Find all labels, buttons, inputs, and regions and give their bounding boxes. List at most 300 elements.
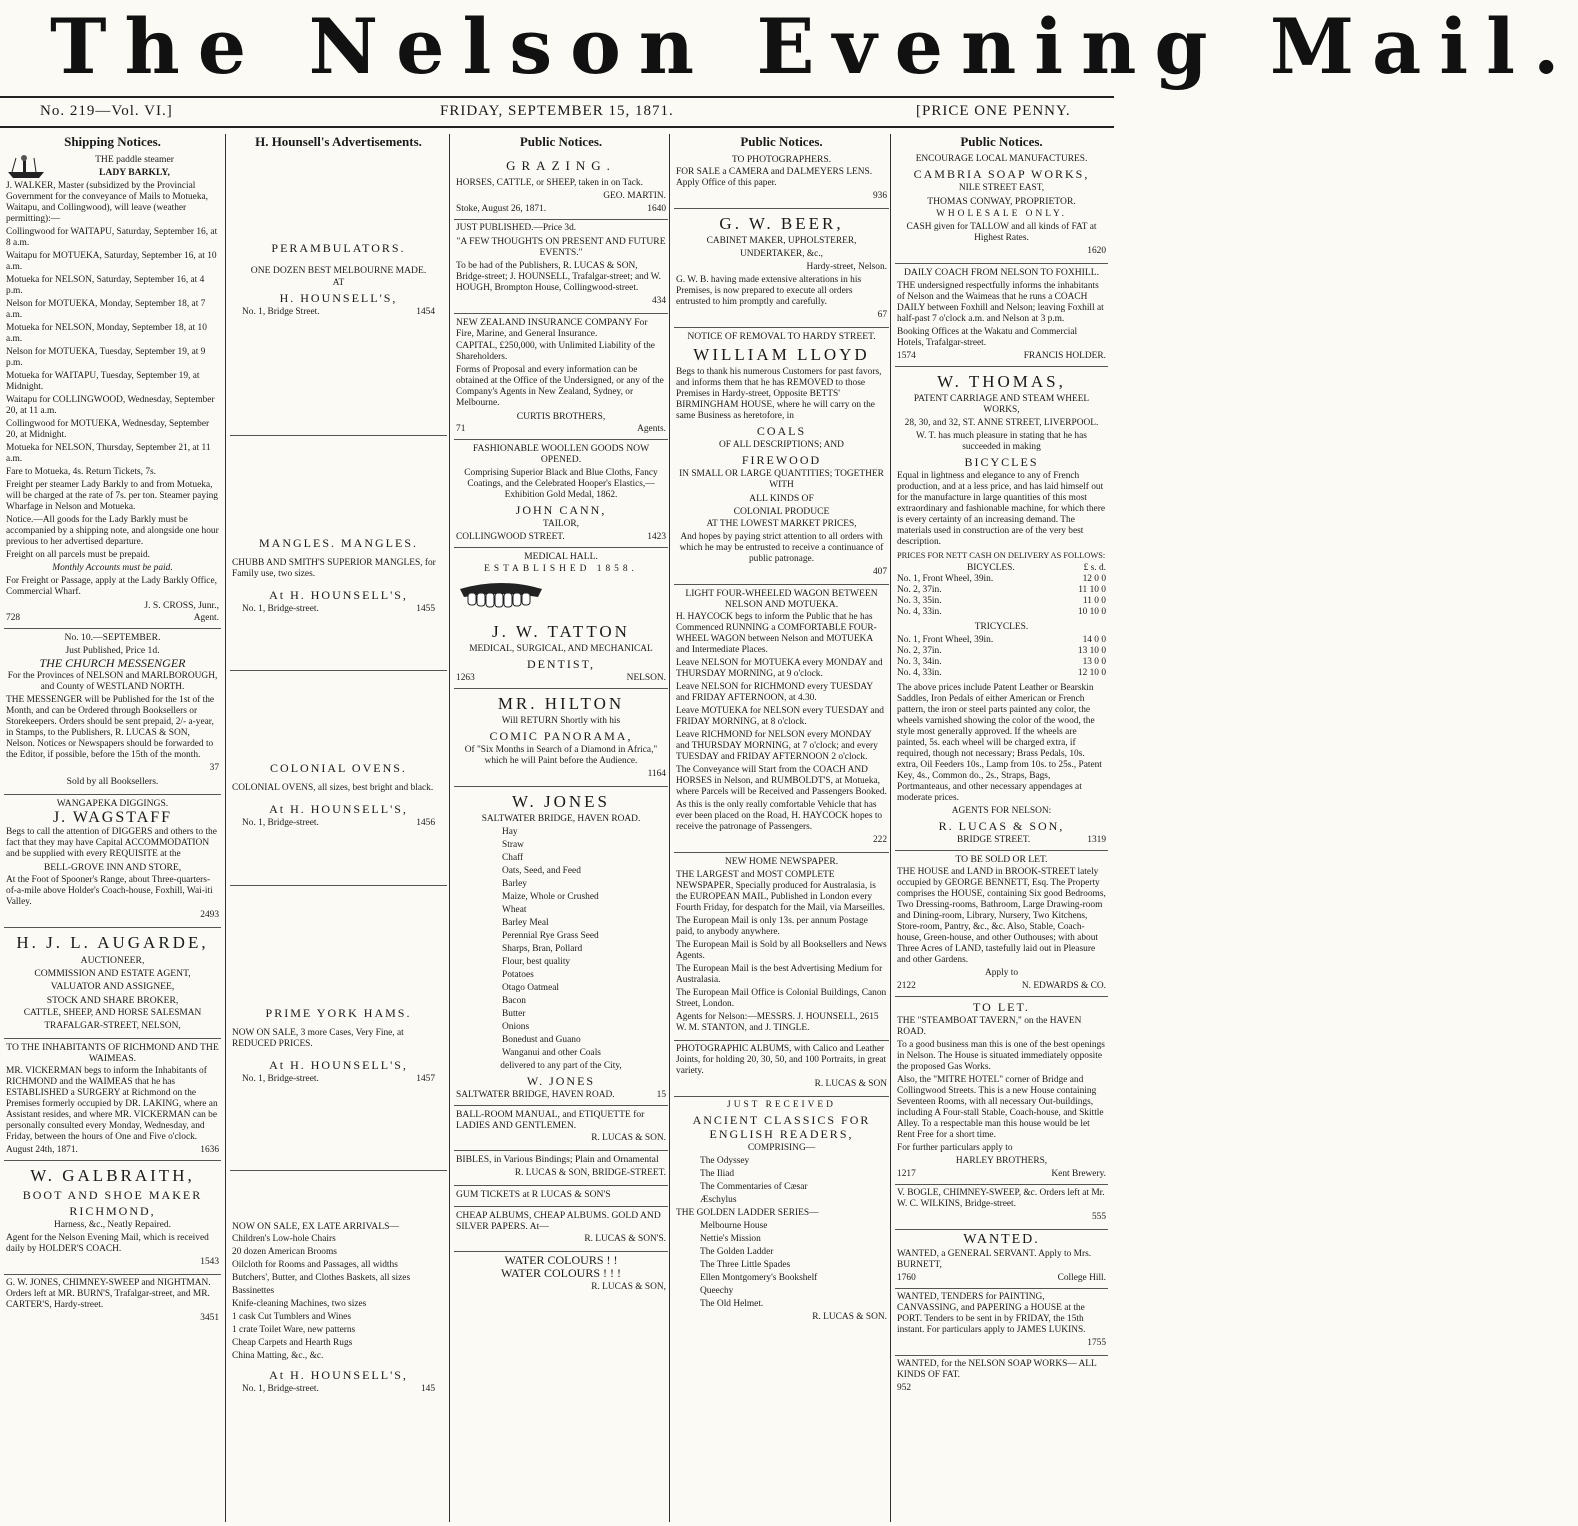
price-row	[897, 596, 1106, 607]
price-item: No. 3, 34in.	[897, 656, 942, 667]
richmond-body: MR. VICKERMAN begs to inform the Inhabitants of RICHMOND and the WAIMEAS that he has ESTABLISHED a SURGERY at Richmond on the Premises formerly occupied by DR. LAKING, where an Assistant resides, and where MR. VICKERMAN can be personally consulted every Monday, Wednesday, and Friday, between the hours of One and Five o'clock.	[6, 1066, 218, 1143]
lloyd-all-kinds: ALL KINDS OF	[749, 492, 814, 504]
at-hounsell: At H. HOUNSELL'S,	[269, 1058, 408, 1073]
produce-item: Hay	[502, 827, 518, 838]
sailing-item: Motueka for NELSON, Thursday, September 21, at 11 a.m.	[6, 442, 211, 464]
issue-number: No. 219—Vol. VI.]	[40, 103, 173, 119]
sold-title: TO BE SOLD OR LET.	[955, 853, 1048, 865]
galbraith-agent: Agent for the Nelson Evening Mail, which is received daily by HOLDER'S COACH.	[6, 1233, 209, 1255]
agents-label: AGENTS FOR NELSON:	[951, 805, 1052, 816]
ad-number: 71	[456, 424, 466, 435]
wanted-footer	[897, 1273, 1106, 1284]
price-row	[897, 585, 1106, 596]
ad-number: 555	[1091, 1211, 1106, 1222]
ad-thoughts	[454, 220, 668, 313]
produce-item: Flour, best quality	[502, 957, 571, 968]
issue-price: [PRICE ONE PENNY.	[916, 103, 1071, 119]
beer-body: G. W. B. having made extensive alterations in his Premises, is now prepared to execute all orders entrusted to him promptly and carefully.	[676, 275, 862, 308]
ladder-list	[676, 1221, 887, 1310]
produce-item: Straw	[502, 840, 524, 851]
medical-title: MEDICAL HALL.	[524, 550, 598, 562]
classics-comprising: COMPRISING—	[747, 1142, 816, 1153]
augarde-line: STOCK AND SHARE BROKER,	[46, 994, 179, 1006]
lloyd-quantities: IN SMALL OR LARGE QUANTITIES; TOGETHER WITH	[679, 468, 884, 490]
ad-colonial-ovens	[230, 671, 447, 886]
column-public-notices-2	[674, 134, 889, 1522]
ad-woollen-goods	[454, 440, 668, 547]
paper-line: The European Mail is Sold by all Booksellers and News Agents.	[676, 939, 887, 961]
ad-lady-barkly	[4, 151, 221, 629]
at-hounsell: At H. HOUNSELL'S,	[269, 1368, 408, 1383]
nz-footer	[456, 424, 666, 435]
bicycles-title: BICYCLES	[964, 454, 1039, 469]
messenger-body: THE MESSENGER will be Published for the 1st of the Month, and can be Ordered through Booksellers or Storekeepers. Orders should be sent prepaid, 2/- a-year, in Stamps, to the Publishers, R. LUCAS & SON, Nelson. Notices or Newspapers should be forwarded to the Editor, if possible, before the 15th of the month.	[6, 695, 215, 761]
ladder-title: THE GOLDEN LADDER SERIES—	[676, 1207, 819, 1218]
hilton-name: MR. HILTON	[497, 694, 625, 714]
ad-classics	[674, 1097, 889, 1329]
let-footer	[897, 1169, 1106, 1180]
produce-item: Otago Oatmeal	[502, 983, 560, 994]
column-heading: Shipping Notices.	[64, 134, 161, 149]
soap-title: CAMBRIA SOAP WORKS,	[913, 167, 1090, 182]
classics-item: The Commentaries of Cæsar	[700, 1181, 808, 1192]
wagon-body: H. HAYCOCK begs to inform the Public that he has Commenced RUNNING a COMFORTABLE FOUR-WHEEL WAGON between Nelson and MOTUEKA and Intermediate Places.	[676, 612, 877, 656]
price-value: 13 10 0	[1077, 645, 1106, 656]
sold-apply: Apply to	[984, 967, 1019, 978]
ad-cheap-albums	[454, 1207, 668, 1252]
hilton-return: Will RETURN Shortly with his	[501, 716, 621, 727]
paper-line: The European Mail is only 13s. per annum Postage paid, to anybody anywhere.	[676, 915, 868, 937]
water-sign: R. LUCAS & SON,	[591, 1281, 666, 1292]
ad-york-hams	[230, 886, 447, 1171]
price-item: No. 4, 33in.	[897, 667, 942, 678]
thoughts-body: To be had of the Publishers, R. LUCAS & SON, Bridge-street; J. HOUNSELL, Trafalgar-street; and W. HOUGH, Brompton House, Collingwood-street.	[456, 260, 661, 293]
jones-delivery: delivered to any part of the City,	[500, 1061, 622, 1072]
agents-address: BRIDGE STREET.	[957, 834, 1031, 845]
tricycles-subhead: TRICYCLES.	[974, 621, 1029, 632]
sailing-item: Nelson for MOTUEKA, Monday, September 18, at 7 a.m.	[6, 298, 206, 320]
sold-footer	[897, 981, 1106, 992]
ad-photographers	[674, 151, 889, 209]
column-heading: H. Hounsell's Advertisements.	[255, 134, 422, 149]
currency-columns: £ s. d.	[1083, 562, 1106, 573]
augarde-line: COMMISSION AND ESTATE AGENT,	[34, 968, 191, 980]
price-value: 11 10 0	[1078, 584, 1106, 595]
agents-footer	[897, 835, 1106, 846]
wagon-time: Leave NELSON for RICHMOND every TUESDAY and FRIDAY AFTERNOON, at 4.30.	[676, 682, 873, 704]
sale-item: Bassinettes	[232, 1286, 275, 1297]
sale-item: China Matting, &c., &c.	[232, 1351, 324, 1362]
medical-established: ESTABLISHED 1858.	[484, 563, 638, 574]
jones-footer	[456, 1090, 666, 1101]
masthead	[0, 0, 1578, 95]
water-line: WATER COLOURS ! !	[504, 1253, 618, 1268]
sale-item: 1 cask Cut Tumblers and Wines	[232, 1312, 351, 1323]
grazing-sign: GEO. MARTIN.	[603, 191, 666, 202]
ad-daily-coach	[895, 264, 1108, 366]
soap-owner: THOMAS CONWAY, PROPRIETOR.	[927, 196, 1076, 208]
prepaid: Freight on all parcels must be prepaid.	[6, 549, 150, 560]
thoughts-published: JUST PUBLISHED.—Price 3d.	[456, 223, 577, 234]
wagon-title: LIGHT FOUR-WHEELED WAGON BETWEEN NELSON AND MOTUEKA.	[685, 588, 878, 611]
ad-wagon	[674, 585, 889, 853]
classics-list	[676, 1156, 887, 1206]
thomas-trade: PATENT CARRIAGE AND STEAM WHEEL WORKS,	[913, 393, 1090, 415]
let-body: THE "STEAMBOAT TAVERN," on the HAVEN ROAD.	[897, 1015, 1082, 1037]
ad-gw-jones	[4, 1275, 221, 1330]
galbraith-harness: Harness, &c., Neatly Repaired.	[54, 1220, 171, 1231]
ad-grazing	[454, 151, 668, 220]
ladder-item: The Golden Ladder	[700, 1246, 774, 1257]
nz-sign: CURTIS BROTHERS,	[516, 411, 606, 423]
wagon-time: Leave NELSON for MOTUEKA every MONDAY and THURSDAY MORNING, at 9 o'clock.	[676, 658, 883, 680]
nz-capital: CAPITAL, £250,000, with Unlimited Liability of the Shareholders.	[456, 341, 655, 363]
address-row	[232, 604, 445, 615]
produce-item: Maize, Whole or Crushed	[502, 892, 599, 903]
wool-address: COLLINGWOOD STREET.	[456, 531, 565, 542]
sale-title: NOW ON SALE, EX LATE ARRIVALS—	[232, 1221, 400, 1233]
gum-body: GUM TICKETS at R LUCAS & SON'S	[456, 1188, 611, 1200]
ad-water-colours	[454, 1252, 668, 1298]
jones-address: SALTWATER BRIDGE, HAVEN ROAD.	[481, 814, 641, 825]
price-item: No. 1, Front Wheel, 39in.	[897, 634, 994, 645]
ad-mangles	[230, 436, 447, 671]
richmond-title: TO THE INHABITANTS OF RICHMOND AND THE WAIMEAS.	[6, 1041, 219, 1065]
bridge-address: No. 1, Bridge-street.	[242, 818, 319, 829]
wangapeka-location: At the Foot of Spooner's Range, about Three-quarters-of-a-mile above Holder's Coach-house, Foxhill, Wai-iti Valley.	[6, 875, 213, 908]
gw-jones-body: G. W. JONES, CHIMNEY-SWEEP and NIGHTMAN. Orders left at MR. BURN'S, Trafalgar-street, and MR. CARTER'S, Hardy-street.	[6, 1278, 211, 1311]
sale-item: Knife-cleaning Machines, two sizes	[232, 1299, 367, 1310]
thomas-name: W. THOMAS,	[937, 371, 1066, 391]
produce-item: Oats, Seed, and Feed	[502, 866, 581, 877]
sailing-list	[6, 227, 219, 465]
coach-footer	[897, 351, 1106, 362]
ad-hilton	[454, 689, 668, 787]
sale-item: 20 dozen American Brooms	[232, 1247, 337, 1258]
paper-line: The European Mail Office is Colonial Buildings, Canon Street, London.	[676, 987, 887, 1009]
ship-body: J. WALKER, Master (subsidized by the Provincial Government for the conveyance of Mails to Motueka, Waitapu, and Collingwood), will leave (weather permitting):—	[6, 180, 209, 224]
jones-produce-list	[456, 827, 666, 1059]
bogle-body: V. BOGLE, CHIMNEY-SWEEP, &c. Orders left at Mr. W. C. WILKINS, Bridge-street.	[897, 1187, 1105, 1209]
soap-cash: CASH given for TALLOW and all kinds of FAT at Highest Rates.	[906, 222, 1097, 244]
ad-number: 1164	[647, 769, 666, 780]
ad-number: 2122	[897, 980, 916, 991]
at-label: AT	[332, 278, 345, 289]
ovens-body: COLONIAL OVENS, all sizes, best bright and black.	[232, 783, 434, 794]
price-value: 12 10 0	[1077, 667, 1106, 678]
ad-galbraith	[4, 1161, 221, 1275]
sold-sign: N. EDWARDS & CO.	[1021, 980, 1106, 991]
produce-item: Wheat	[502, 905, 527, 916]
ad-wanted	[895, 1230, 1108, 1289]
ad-number: 67	[877, 310, 887, 321]
column-hounsell	[230, 134, 447, 1522]
ladder-item: The Old Helmet.	[700, 1298, 764, 1309]
paper-body: THE LARGEST and MOST COMPLETE NEWSPAPER, Specially produced for Australasia, is the EUROPEAN MAIL, Published in London every Fourth Friday, for despatch for the Mail, via Marseilles.	[676, 869, 885, 913]
agent-label: Agent.	[193, 612, 219, 623]
ad-number: 1636	[200, 1145, 219, 1156]
mangles-body: CHUBB AND SMITH'S SUPERIOR MANGLES, for Family use, two sizes.	[232, 558, 436, 580]
ad-church-messenger	[4, 629, 221, 795]
newspaper-title: The Nelson Evening Mail.	[50, 2, 1578, 91]
augarde-line: CATTLE, SHEEP, AND HORSE SALESMAN	[23, 1007, 202, 1018]
wanted-address: College Hill.	[1057, 1272, 1106, 1283]
wagon-time: Leave MOTUEKA for NELSON every TUESDAY and FRIDAY MORNING, at 8 o'clock.	[676, 706, 884, 728]
wangapeka-title: WANGAPEKA DIGGINGS.	[56, 797, 169, 809]
wool-footer	[456, 532, 666, 543]
classics-received: JUST RECEIVED	[727, 1099, 836, 1110]
tenders-body: WANTED, TENDERS for PAINTING, CANVASSING, and PAPERING a HOUSE at the PORT. Tenders to be sent in by FRIDAY, the 15th instant. For particulars apply to JAMES LUKINS.	[897, 1291, 1086, 1335]
ad-number: 1543	[200, 1257, 219, 1268]
column-public-notices-3	[895, 134, 1108, 1522]
price-item: No. 1, Front Wheel, 39in.	[897, 573, 994, 584]
bicycles-subhead: BICYCLES.	[967, 562, 1015, 573]
richmond-date: August 24th, 1871.	[6, 1145, 78, 1156]
ad-number: 3451	[200, 1313, 219, 1324]
coach-body: THE undersigned respectfully informs the inhabitants of Nelson and the Waimeas that he runs a COACH DAILY between Foxhill and Nelson; leaving Foxhill at half-past 7 o'clock a.m. and Nelson at 3 p.m.	[897, 280, 1104, 324]
ad-lloyd	[674, 328, 889, 585]
classics-item: Æschylus	[700, 1194, 737, 1205]
coach-offices: Booking Offices at the Wakatu and Commercial Hotels, Trafalgar-street.	[897, 326, 1078, 348]
lloyd-produce: COLONIAL PRODUCE	[733, 505, 830, 517]
address-row	[232, 1074, 445, 1085]
price-item: No. 4, 33in.	[897, 606, 942, 617]
ad-number: 1455	[416, 604, 435, 615]
ad-w-jones	[454, 787, 668, 1106]
prices-subhead	[897, 563, 1106, 574]
nz-body: Forms of Proposal and every information can be obtained at the Office of the Undersigned, or any of the Company's Agents in New Zealand, Sydney, or Melbourne.	[456, 365, 664, 409]
lloyd-prices: AT THE LOWEST MARKET PRICES,	[706, 519, 857, 530]
soap-wholesale: WHOLESALE ONLY.	[936, 209, 1067, 220]
produce-item: Wanganui and other Coals	[502, 1048, 601, 1059]
grazing-title: GRAZING.	[506, 158, 616, 174]
classics-item: The Iliad	[700, 1168, 735, 1179]
ad-number: 1454	[416, 307, 435, 318]
column-shipping	[4, 134, 221, 1522]
beer-address: Hardy-street, Nelson.	[806, 262, 887, 273]
sale-item: Butchers', Butter, and Clothes Baskets, all sizes	[232, 1273, 411, 1284]
wool-name: JOHN CANN,	[515, 502, 607, 517]
produce-item: Sharps, Bran, Pollard	[502, 944, 583, 955]
ad-gum-tickets	[454, 1186, 668, 1207]
ad-european-mail	[674, 853, 889, 1040]
sale-item: 1 crate Toilet Ware, new patterns	[232, 1325, 356, 1336]
sailing-item: Waitapu for COLLINGWOOD, Wednesday, September 20, at 11 a.m.	[6, 394, 215, 416]
produce-item: Potatoes	[502, 970, 534, 981]
hams-body: NOW ON SALE, 3 more Cases, Very Fine, at REDUCED PRICES.	[232, 1028, 404, 1050]
steamer-icon	[6, 154, 46, 180]
apply: For Freight or Passage, apply at the Lady Barkly Office, Commercial Wharf.	[6, 575, 217, 597]
ad-number: 728	[6, 612, 21, 623]
fares: Fare to Motueka, 4s. Return Tickets, 7s.	[6, 466, 156, 477]
ad-nz-insurance	[454, 314, 668, 441]
ad-number: 2493	[200, 910, 219, 921]
ad-bibles	[454, 1151, 668, 1185]
wanted-servant: WANTED, a GENERAL SERVANT. Apply to Mrs. BURNETT,	[897, 1248, 1092, 1270]
address-row	[232, 818, 445, 829]
photo-title: TO PHOTOGRAPHERS.	[731, 154, 832, 166]
price-item: No. 2, 37in.	[897, 584, 942, 595]
at-hounsell: At H. HOUNSELL'S,	[269, 588, 408, 603]
mangles-title: MANGLES. MANGLES.	[258, 536, 418, 551]
tatton-name: J. W. TATTON	[492, 622, 630, 642]
bibles-sign: R. LUCAS & SON, BRIDGE-STREET.	[514, 1167, 666, 1178]
wagon-start: The Conveyance will Start from the COACH AND HORSES in Nelson, and RUMBOLDT'S, at Motueka, where Parcels will be Received and Passengers Booked.	[676, 765, 887, 798]
ballroom-sign: R. LUCAS & SON.	[591, 1133, 666, 1144]
ship-name: LADY BARKLY,	[99, 167, 170, 179]
sale-item: Children's Low-hole Chairs	[232, 1234, 336, 1245]
produce-item: Chaff	[502, 853, 524, 864]
ad-perambulators	[230, 151, 447, 436]
address-row	[232, 307, 445, 318]
ad-number: 1457	[416, 1074, 435, 1085]
ad-bogle	[895, 1185, 1108, 1230]
removal-title: NOTICE OF REMOVAL TO HARDY STREET.	[687, 331, 876, 343]
price-item: No. 3, 35in.	[897, 595, 942, 606]
ad-number: 1760	[897, 1272, 916, 1283]
beer-name: G. W. BEER,	[719, 214, 844, 234]
jones-sign: W. JONES	[526, 1074, 596, 1089]
galbraith-place: RICHMOND,	[69, 1204, 156, 1219]
ad-number: 1319	[1087, 834, 1106, 845]
ballroom-body: BALL-ROOM MANUAL, and ETIQUETTE for LADIES AND GENTLEMEN.	[456, 1109, 645, 1132]
let-body-3: Also, the "MITRE HOTEL" corner of Bridge and Collingwood Streets. This is a new House containing Seventeen Rooms, with all necessary Out-buildings, including A Four-stall Stable, Coach-house, and Skittle Alley. To a respectable man this house would be let Rent Free for a short time.	[897, 1074, 1104, 1140]
ad-number: 1640	[647, 204, 666, 215]
ad-number: 1620	[1087, 246, 1106, 257]
agent-row	[6, 613, 219, 624]
issue-date: FRIDAY, SEPTEMBER 15, 1871.	[440, 103, 674, 119]
sale-item: Cheap Carpets and Hearth Rugs	[232, 1338, 353, 1349]
ad-number: 1263	[456, 673, 475, 684]
produce-item: Perennial Rye Grass Seed	[502, 931, 599, 942]
bibles-body: BIBLES, in Various Bindings; Plain and Ornamental	[456, 1154, 659, 1166]
bridge-address: No. 1, Bridge-street.	[242, 604, 319, 615]
column-heading: Public Notices.	[960, 134, 1043, 149]
augarde-address: TRAFALGAR-STREET, NELSON,	[44, 1020, 181, 1031]
dentures-icon	[456, 581, 546, 613]
grazing-date: Stoke, August 26, 1871.	[456, 204, 547, 215]
classics-title: ANCIENT CLASSICS FOR ENGLISH READERS,	[692, 1112, 871, 1141]
agents-name: R. LUCAS & SON,	[938, 818, 1065, 833]
thomas-body: W. T. has much pleasure in stating that he has succeeded in making	[916, 430, 1087, 452]
paper-line: The European Mail is the best Advertising Medium for Australasia.	[676, 963, 883, 985]
fat-body: WANTED, for the NELSON SOAP WORKS— ALL KINDS OF FAT.	[897, 1358, 1097, 1380]
prices-heading: PRICES FOR NETT CASH ON DELIVERY AS FOLLOWS:	[897, 550, 1106, 560]
augarde-title: AUCTIONEER,	[80, 955, 145, 967]
ad-number: 222	[872, 835, 887, 846]
sailing-item: Motueka for NELSON, Saturday, September 16, at 4 p.m.	[6, 274, 205, 296]
price-row	[897, 635, 1106, 646]
tatton-place: NELSON.	[626, 673, 666, 684]
produce-item: Onions	[502, 1022, 530, 1033]
wagon-hope: As this is the only really comfortable Vehicle that has ever been placed on the Road, H. HAYCOCK hopes to receive the patronage of Passengers.	[676, 800, 883, 833]
column-heading: Public Notices.	[740, 134, 823, 149]
ad-wangapeka	[4, 795, 221, 928]
sailing-item: Waitapu for MOTUEKA, Saturday, September 16, at 10 a.m.	[6, 250, 217, 272]
columns	[4, 134, 1110, 1522]
messenger-number: No. 10.—SEPTEMBER.	[64, 631, 161, 643]
ad-tenders	[895, 1289, 1108, 1356]
bicycles-description: Equal in lightness and elegance to any of French production, and at a less price, and has laid himself out for the manufacture in large quantities of this most extraordinary and fashionable machine, for which there is every certainty of an increasing demand. The materials used in construction are of the very best description.	[897, 470, 1105, 547]
monthly: Monthly Accounts must be paid.	[52, 562, 173, 573]
produce-item: Barley	[502, 879, 527, 890]
wool-title: FASHIONABLE WOOLLEN GOODS NOW OPENED.	[472, 443, 650, 466]
ad-number: 407	[872, 567, 887, 578]
jones-name: W. JONES	[512, 792, 610, 812]
let-body-2: To a good business man this is one of the best openings in Nelson. The House is situated immediately opposite the proposed Gas Works.	[897, 1039, 1105, 1072]
ad-number: 1456	[416, 818, 435, 829]
grazing-body: HORSES, CATTLE, or SHEEP, taken in on Tack.	[456, 178, 643, 189]
ad-medical-hall	[454, 548, 668, 689]
ad-vickerman	[4, 1039, 221, 1161]
hams-title: PRIME YORK HAMS.	[265, 1006, 412, 1021]
wool-body: Comprising Superior Black and Blue Cloths, Fancy Coatings, and the Celebrated Hooper's Elastics,—Exhibition Gold Medal, 1862.	[464, 467, 658, 500]
bridge-address: No. 1, Bridge Street.	[242, 307, 320, 318]
thoughts-title: "A FEW THOUGHTS ON PRESENT AND FUTURE EVENTS."	[456, 236, 666, 259]
produce-item: Bacon	[502, 996, 526, 1007]
galbraith-name: W. GALBRAITH,	[30, 1166, 195, 1186]
beer-undertaker: UNDERTAKER, &c.,	[739, 249, 824, 260]
ad-photo-albums	[674, 1041, 889, 1097]
hounsell-name: H. HOUNSELL'S,	[279, 291, 398, 306]
nz-title: NEW ZEALAND INSURANCE COMPANY For Fire, Marine, and General Insurance.	[456, 316, 648, 339]
ad-new-arrivals	[230, 1171, 447, 1399]
sale-item: Oilcloth for Rooms and Passages, all widths	[232, 1260, 398, 1271]
wagstaff-name: J. WAGSTAFF	[52, 808, 173, 826]
lloyd-coals: COALS	[756, 423, 807, 438]
perambulators-title: PERAMBULATORS.	[271, 241, 406, 256]
grazing-footer	[456, 204, 666, 215]
jones-sign-address: SALTWATER BRIDGE, HAVEN ROAD.	[456, 1090, 615, 1101]
produce-item: Barley Meal	[502, 918, 549, 929]
soap-address: NILE STREET EAST,	[958, 183, 1045, 194]
price-row	[897, 574, 1106, 585]
album-sign: R. LUCAS & SON	[814, 1078, 887, 1089]
nz-agents: Agents.	[637, 424, 666, 435]
paper-agents: Agents for Nelson:—MESSRS. J. HOUNSELL, 2615 W. M. STANTON, and J. TINGLE.	[676, 1011, 879, 1033]
cheap-sign: R. LUCAS & SON'S.	[584, 1234, 666, 1245]
ovens-title: COLONIAL OVENS.	[270, 761, 407, 776]
ad-number: 1574	[897, 350, 916, 361]
hilton-body: Of "Six Months in Search of a Diamond in Africa," which he will Paint before the Audience.	[464, 745, 658, 767]
soap-encourage: ENCOURAGE LOCAL MANUFACTURES.	[915, 154, 1088, 165]
sailing-item: Motueka for WAITAPU, Tuesday, September 19, at Midnight.	[6, 370, 200, 392]
price-row	[897, 607, 1106, 618]
tatton-trade: MEDICAL, SURGICAL, AND MECHANICAL	[469, 644, 653, 655]
produce-item: Bonedust and Guano	[502, 1035, 581, 1046]
augarde-line: VALUATOR AND ASSIGNEE,	[50, 981, 175, 993]
price-row	[897, 646, 1106, 657]
coach-sign: FRANCIS HOLDER.	[1023, 350, 1106, 361]
hilton-show: COMIC PANORAMA,	[489, 729, 633, 744]
messenger-for: For the Provinces of NELSON and MARLBOROUGH, and County of WESTLAND NORTH.	[7, 671, 218, 693]
perambulators-body: ONE DOZEN BEST MELBOURNE MADE.	[250, 265, 427, 277]
tatton-dentist: DENTIST,	[526, 657, 596, 672]
water-line: WATER COLOURS ! ! !	[501, 1266, 621, 1281]
ad-number: 1423	[647, 531, 666, 542]
address-row	[232, 1384, 445, 1395]
ad-wanted-fat	[895, 1356, 1108, 1400]
column-public-notices-1	[454, 134, 668, 1522]
bridge-address: No. 1, Bridge-street.	[242, 1074, 319, 1085]
ad-to-let	[895, 997, 1108, 1185]
ladder-item: Nettie's Mission	[700, 1233, 761, 1244]
tatton-footer	[456, 673, 666, 684]
sailing-item: Collingwood for WAITAPU, Saturday, September 16, at 8 a.m.	[6, 226, 218, 248]
ad-number: 37	[209, 763, 219, 774]
let-sign: HARLEY BROTHERS,	[955, 1155, 1048, 1166]
ad-number: 145	[420, 1384, 435, 1395]
